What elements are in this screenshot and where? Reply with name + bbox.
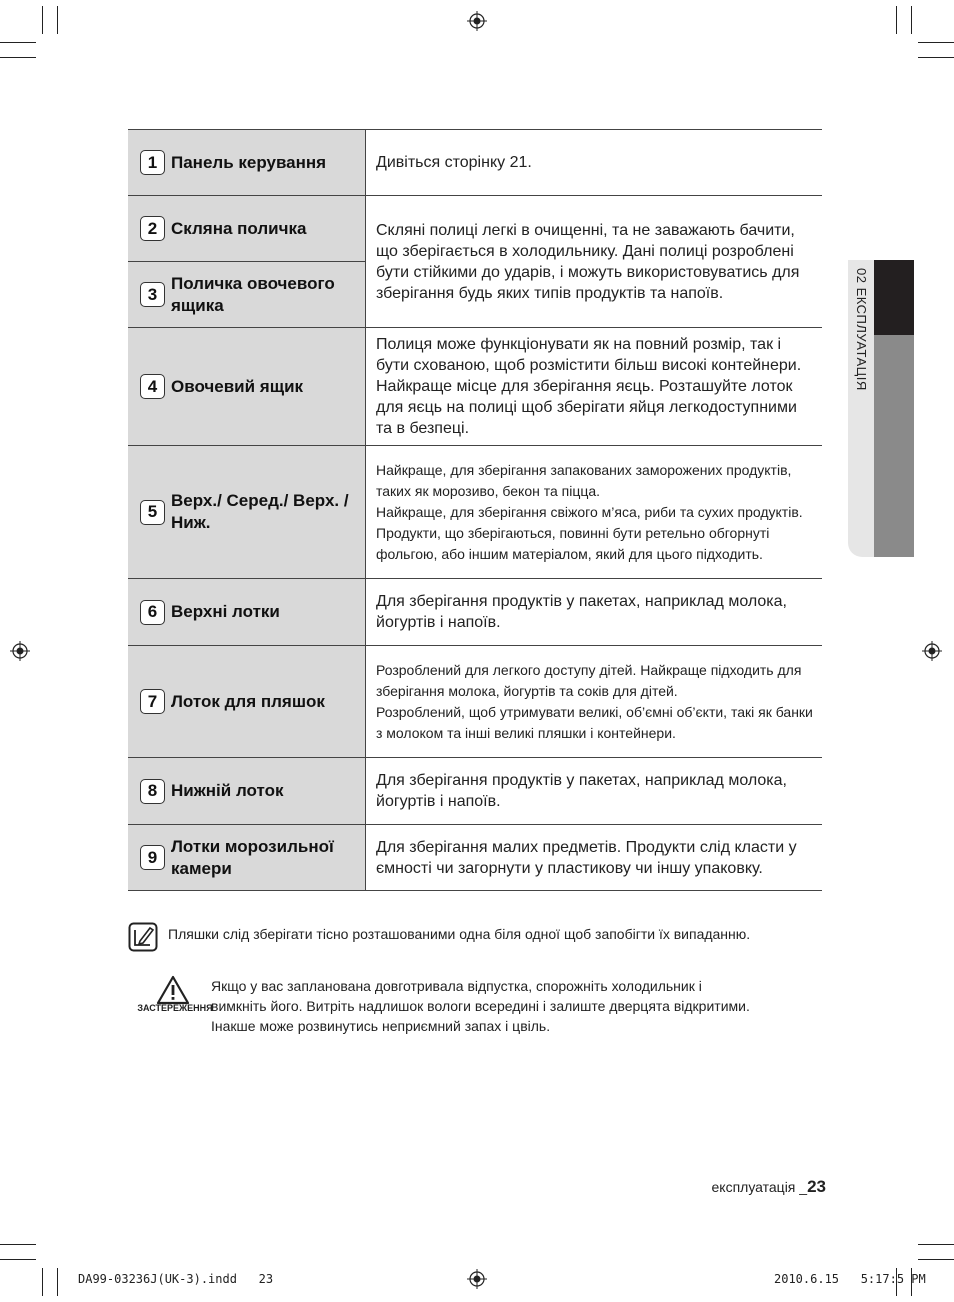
print-file-info: DA99-03236J(UK-3).indd 23 [78,1272,274,1286]
item-label: Верх./ Серед./ Верх. / Ниж. [171,491,349,532]
note-text: Пляшки слід зберігати тісно розташованими одна біля одної щоб запобігти їх випаданню. [168,926,751,942]
item-number-badge: 7 [140,689,165,714]
item-description: Для зберігання продуктів у пакетах, наприклад молока, йогуртів і напоїв. [366,579,823,646]
item-description [366,446,823,579]
caution-line: Якщо у вас запланована довготривала відпустка, спорожніть холодильник і [211,978,702,994]
table-row [128,825,822,891]
caution-line: вимкніть його. Витріть надлишок вологи всередині і залиште дверцята відкритими. [211,998,750,1014]
item-number-badge: 1 [140,150,165,175]
item-label: Панель керування [171,152,327,172]
caution-line: Інакше може розвинутись неприємний запах і цвіль. [211,1018,551,1034]
item-description: Для зберігання малих предметів. Продукти слід класти у ємності чи загорнути у пластикову чи іншу упаковку. [366,825,823,891]
table-row [128,758,822,825]
item-number-badge: 5 [140,500,165,525]
table-row [128,196,822,262]
caution-label: ЗАСТЕРЕЖЕННЯ [137,1003,213,1013]
registration-mark-icon [922,641,942,661]
table-row [128,579,822,646]
page-number: 23 [807,1177,826,1196]
item-description: Полиця може функціонувати як на повний розмір, так і бути схованою, щоб розмістити більш високі контейнери. Найкраще місце для зберігання яєць. Розташуйте лоток для яєць на полиці щоб зберігати яйця легкодоступними та в безпеці. [366,328,823,446]
item-label: Нижній лоток [171,781,284,800]
registration-mark-icon [467,11,487,31]
table-row [128,130,822,196]
description-line: Розроблений, щоб утримувати великі, об’ємні об’єкти, такі як банки з молоком та інші великі пляшки і контейнери. [376,703,813,741]
caution-text [211,976,831,1036]
footer-section: експлуатація _ [711,1179,808,1195]
description-line: Найкраще, для зберігання запакованих заморожених продуктів, таких як морозиво, бекон та піцца. [376,461,792,499]
item-label: Лотки морозильної камери [171,836,334,878]
item-number-badge: 6 [140,600,165,625]
item-number-badge: 9 [140,845,165,870]
description-line: Найкраще, для зберігання свіжого м’яса, риби та сухих продуктів. [376,503,803,520]
print-datetime: 2010.6.15 5:17:5 PM [774,1272,926,1286]
description-line: Продукти, що зберігаються, повинні бути ретельно обгорнуті фольгою, або іншим матеріалом, який для цього підходить. [376,524,770,562]
item-description: Для зберігання продуктів у пакетах, наприклад молока, йогуртів і напоїв. [366,758,823,825]
item-number-badge: 2 [140,216,165,241]
item-label: Лоток для пляшок [171,691,325,711]
table-row [128,646,822,758]
item-description: Дивіться сторінку 21. [366,130,823,196]
item-label: Поличка овочевого ящика [171,273,335,315]
table-row [128,328,822,446]
item-number-badge: 4 [140,374,165,399]
item-label: Овочевий ящик [171,376,304,396]
item-label: Верхні лотки [171,602,280,621]
item-description [366,646,823,758]
registration-mark-icon [467,1269,487,1289]
page-footer [712,1177,827,1197]
side-tab-label: 02 ЕКСПЛУАТАЦІЯ [854,268,869,391]
item-description: Скляні полиці легкі в очищенні, та не заважають бачити, що зберігається в холодильнику. Дані полиці розроблені бути стійкими до ударів, і можуть використовуватись для зберігання будь яких типів продуктів та напоїв. [366,196,823,328]
item-number-badge: 3 [140,282,165,307]
registration-mark-icon [10,641,30,661]
description-line: зберігання молока, йогуртів та соків для дітей. [376,682,678,699]
side-tab-marker [874,260,914,335]
description-line: Розроблений для легкого доступу дітей. Найкраще підходить для [376,661,802,678]
side-tab-bar [874,335,914,557]
table-row [128,446,822,579]
note-pencil-icon [128,922,158,952]
item-number-badge: 8 [140,779,165,804]
item-label: Скляна поличка [171,218,307,238]
parts-table [128,129,822,891]
warning-triangle-icon [156,975,190,1005]
